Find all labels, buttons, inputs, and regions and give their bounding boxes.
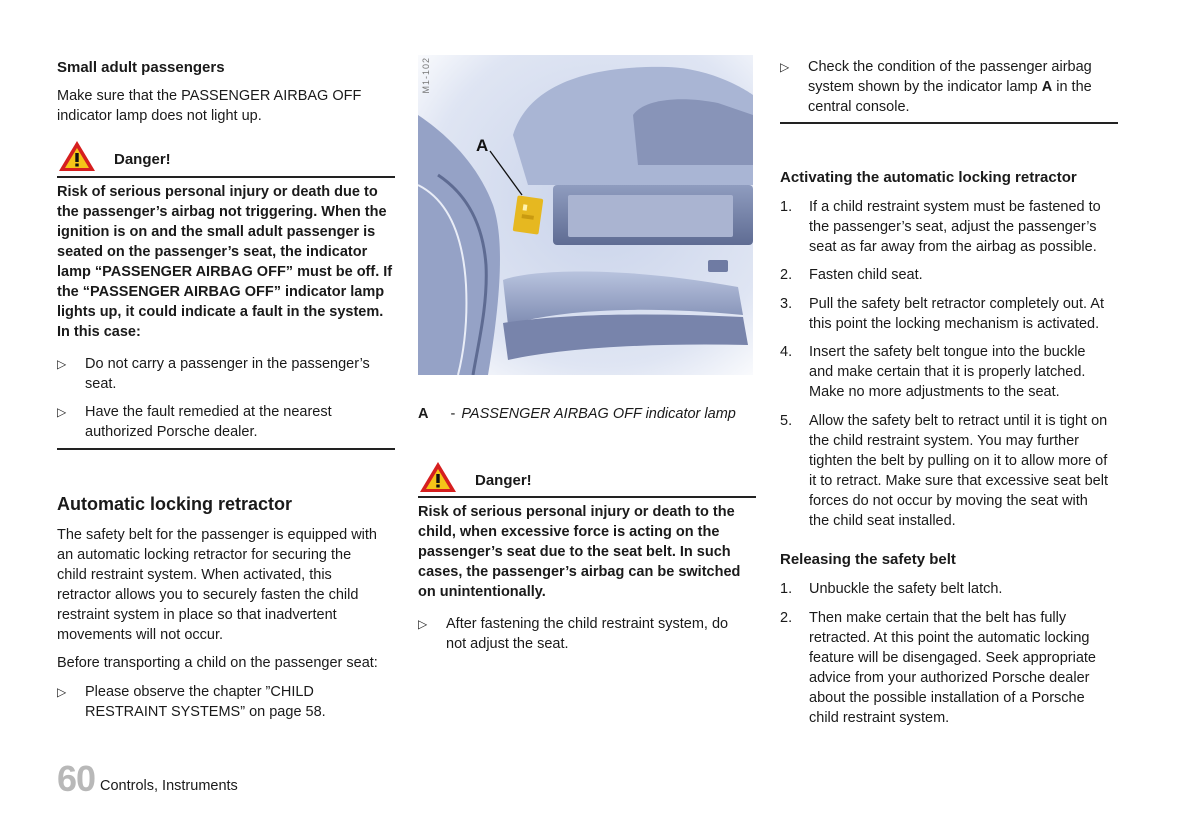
list-item: ▷ Do not carry a passenger in the passenger’s seat. — [57, 356, 370, 392]
list-item: ▷ After fastening the child restraint system, do not adjust the seat. — [418, 616, 729, 652]
triangle-right-icon: ▷ — [418, 617, 428, 631]
section-title: Automatic locking retractor — [57, 494, 293, 514]
image-label: A — [476, 136, 489, 155]
list-item: 4. Insert the safety belt tongue into the buckle and make certain that it is properly latched. Make no more adjustments to the seat. — [780, 344, 1086, 400]
footer-section: Controls, Instruments — [100, 778, 238, 794]
list-item: 2. Fasten child seat. — [780, 267, 923, 283]
danger-text: Risk of serious personal injury or death to the child, when excessive force is acting on the passenger’s seat due to the seat belt. In such cases, the passenger’s airbag can be switched on unintentionally. — [418, 504, 741, 600]
danger-text: Risk of serious personal injury or death due to the passenger’s airbag not triggering. When the ignition is on and the small adult passenger is seated on the passenger’s seat, the indicator lamp “PASSENGER AIRBAG OFF” must be off. If the “PASSENGER AIRBAG OFF” indicator lamp lights up, it could indicate a fault in the system. In this case: — [57, 184, 393, 340]
releasing-heading: Releasing the safety belt — [780, 551, 956, 568]
divider — [418, 496, 756, 498]
triangle-right-icon: ▷ — [57, 405, 67, 419]
small-adult-heading: Small adult passengers — [57, 59, 225, 76]
danger-label: Danger! — [114, 151, 171, 168]
list-item: 5. Allow the safety belt to retract until it is tight on the child restraint system. You may further tighten the belt by pulling on it to allow more of it to retract. Make sure that excessive seat belt forces do not occur by moving the seat with the child seat installed. — [780, 413, 1108, 529]
warning-triangle-icon — [57, 139, 97, 173]
console-illustration — [418, 55, 753, 375]
triangle-right-icon: ▷ — [57, 357, 67, 371]
list-item: ▷ Have the fault remedied at the nearest authorized Porsche dealer. — [57, 404, 332, 440]
activating-heading: Activating the automatic locking retractor — [780, 169, 1077, 186]
triangle-right-icon: ▷ — [780, 60, 790, 74]
small-adult-text: Make sure that the PASSENGER AIRBAG OFF indicator lamp does not light up. — [57, 88, 362, 124]
section-text: The safety belt for the passenger is equipped with an automatic locking retractor for securing the child restraint system. When activated, this retractor allows you to securely fasten the child restraint system in place so that inadvertent movements will not occur. — [57, 527, 377, 643]
warning-triangle-icon — [418, 460, 458, 494]
page-number: 60 — [57, 758, 96, 799]
image-code: M1-102 — [421, 57, 431, 94]
image-caption: A - PASSENGER AIRBAG OFF indicator lamp — [418, 406, 736, 422]
list-item: ▷ Check the condition of the passenger airbag system shown by the indicator lamp A in the central console. — [780, 59, 1092, 115]
triangle-right-icon: ▷ — [57, 685, 67, 699]
list-item: 2. Then make certain that the belt has fully retracted. At this point the automatic locking feature will be disengaged. Seek appropriate advice from your authorized Porsche dealer about the possible installation of a Porsche child restraint system. — [780, 610, 1096, 726]
divider — [780, 122, 1118, 124]
list-item: 1. Unbuckle the safety belt latch. — [780, 581, 1003, 597]
list-item: 1. If a child restraint system must be fastened to the passenger’s seat, adjust the passenger’s seat as far away from the airbag as possible. — [780, 199, 1101, 255]
before-text: Before transporting a child on the passenger seat: — [57, 655, 378, 671]
divider — [57, 448, 395, 450]
list-item: ▷ Please observe the chapter ”CHILD RESTRAINT SYSTEMS” on page 58. — [57, 684, 326, 720]
divider — [57, 176, 395, 178]
list-item: 3. Pull the safety belt retractor completely out. At this point the locking mechanism is activated. — [780, 296, 1104, 332]
danger-label: Danger! — [475, 472, 532, 489]
